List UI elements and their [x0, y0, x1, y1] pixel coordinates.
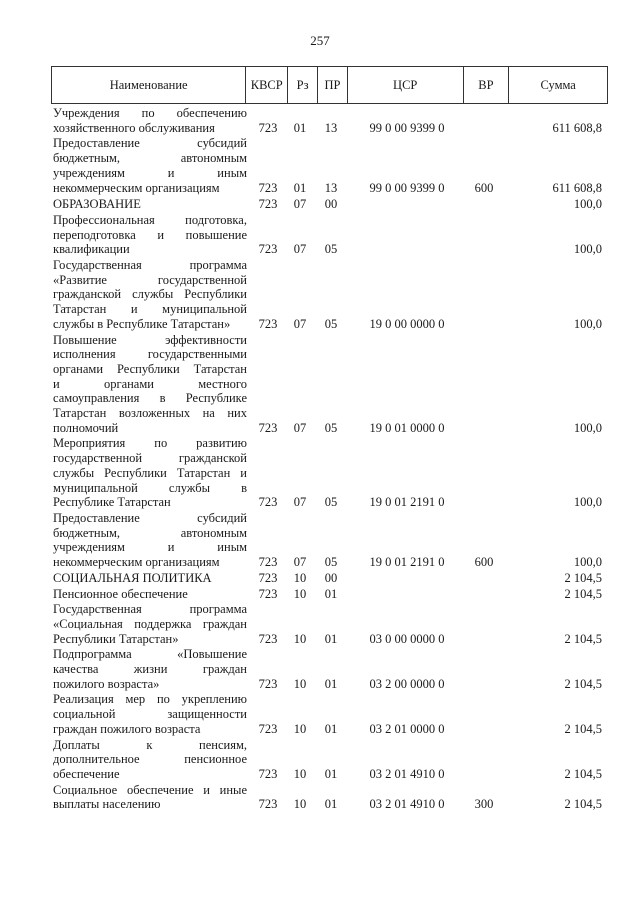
row-csr: 99 0 00 9399 0 — [369, 180, 445, 195]
row-rz: 10 — [293, 570, 307, 585]
row-name-line: некоммерческим организациям — [53, 180, 220, 195]
row-name-line: граждан пожилого возраста — [53, 721, 201, 736]
row-name-line: государственной гражданской — [53, 451, 247, 466]
row-pr: 01 — [324, 631, 338, 646]
page-number: 257 — [310, 33, 330, 48]
row-name — [53, 136, 247, 195]
row-vr: 300 — [474, 797, 494, 812]
table-row — [0, 213, 640, 257]
header-vr: ВР — [463, 67, 509, 103]
row-pr: 05 — [324, 420, 338, 435]
row-name-line: Республики Татарстан» — [53, 631, 179, 646]
row-sum: 2 104,5 — [564, 676, 602, 691]
row-sum: 100,0 — [573, 197, 602, 212]
row-name-line: учреждениям и иным — [53, 540, 247, 555]
row-rz: 07 — [293, 495, 307, 510]
row-pr: 13 — [324, 180, 338, 195]
row-sum: 100,0 — [573, 495, 602, 510]
table-header — [51, 66, 608, 104]
header-pr: ПР — [317, 67, 347, 103]
row-csr: 19 0 01 2191 0 — [369, 555, 445, 570]
table-body — [0, 106, 640, 812]
row-name-line: службы в Республике Татарстан» — [53, 316, 231, 331]
row-csr: 19 0 00 0000 0 — [369, 316, 445, 331]
row-sum: 2 104,5 — [564, 766, 602, 781]
table-row — [0, 783, 640, 812]
header-name: Наименование — [109, 77, 188, 92]
row-rz: 07 — [293, 316, 307, 331]
row-kvsr: 723 — [258, 120, 278, 135]
row-csr: 03 2 01 4910 0 — [369, 797, 445, 812]
row-name-line: квалификации — [53, 242, 130, 257]
row-kvsr: 723 — [258, 721, 278, 736]
header-csr: ЦСР — [347, 67, 463, 103]
row-name-line: качества жизни граждан — [53, 662, 247, 677]
header-rz: Рз — [287, 67, 317, 103]
row-pr: 01 — [324, 676, 338, 691]
row-name-line: Республике Татарстан — [53, 495, 171, 510]
row-name-line: Пенсионное обеспечение — [53, 586, 188, 601]
row-rz: 10 — [293, 586, 307, 601]
row-name-line: Татарстан возложенных на них — [53, 406, 247, 421]
table-row — [0, 571, 640, 586]
row-rz: 01 — [293, 120, 307, 135]
table-row — [0, 692, 640, 736]
table-row — [0, 647, 640, 691]
row-name-line: «Социальная поддержка граждан — [53, 616, 247, 631]
row-pr: 05 — [324, 495, 338, 510]
row-name-line: переподготовка и повышение — [53, 227, 247, 242]
row-rz: 07 — [293, 197, 307, 212]
row-name — [53, 106, 247, 135]
row-pr: 00 — [324, 570, 338, 585]
row-name-line: исполнения государственными — [53, 347, 247, 362]
row-rz: 01 — [293, 180, 307, 195]
table-row — [0, 602, 640, 646]
row-kvsr: 723 — [258, 555, 278, 570]
table-row — [0, 333, 640, 436]
row-name — [53, 692, 247, 736]
row-name — [53, 258, 247, 332]
row-kvsr: 723 — [258, 570, 278, 585]
row-csr: 03 2 00 0000 0 — [369, 676, 445, 691]
row-name — [53, 738, 247, 782]
row-name-line: муниципальной службы в — [53, 480, 247, 495]
row-pr: 01 — [324, 766, 338, 781]
header-sum: Сумма — [508, 67, 607, 103]
row-kvsr: 723 — [258, 180, 278, 195]
row-name-line: Предоставление субсидий — [53, 136, 247, 151]
row-name-line: некоммерческим организациям — [53, 555, 220, 570]
row-pr: 01 — [324, 586, 338, 601]
row-kvsr: 723 — [258, 797, 278, 812]
row-sum: 2 104,5 — [564, 570, 602, 585]
row-name-line: Профессиональная подготовка, — [53, 212, 247, 227]
row-sum: 100,0 — [573, 242, 602, 257]
row-rz: 10 — [293, 631, 307, 646]
row-pr: 00 — [324, 197, 338, 212]
row-sum: 100,0 — [573, 316, 602, 331]
row-kvsr: 723 — [258, 495, 278, 510]
row-name-line: самоуправления в Республике — [53, 391, 247, 406]
row-kvsr: 723 — [258, 316, 278, 331]
row-vr: 600 — [474, 555, 494, 570]
row-name-line: «Развитие государственной — [53, 272, 247, 287]
row-pr: 13 — [324, 120, 338, 135]
row-pr: 01 — [324, 721, 338, 736]
row-csr: 03 2 01 0000 0 — [369, 721, 445, 736]
table-row — [0, 511, 640, 570]
row-pr: 05 — [324, 242, 338, 257]
row-name-line: ОБРАЗОВАНИЕ — [53, 197, 141, 212]
row-name-line: Доплаты к пенсиям, — [53, 737, 247, 752]
row-pr: 05 — [324, 555, 338, 570]
row-name-line: Татарстан и муниципальной — [53, 302, 247, 317]
row-kvsr: 723 — [258, 676, 278, 691]
row-name-line: хозяйственного обслуживания — [53, 120, 215, 135]
row-rz: 10 — [293, 766, 307, 781]
row-kvsr: 723 — [258, 631, 278, 646]
row-rz: 07 — [293, 555, 307, 570]
row-name — [53, 511, 247, 570]
row-name-line: выплаты населению — [53, 797, 161, 812]
row-csr: 03 0 00 0000 0 — [369, 631, 445, 646]
row-kvsr: 723 — [258, 420, 278, 435]
row-name-line: бюджетным, автономным — [53, 151, 247, 166]
row-name-line: службы Республики Татарстан и — [53, 465, 247, 480]
row-name-line: Мероприятия по развитию — [53, 436, 247, 451]
table-row — [0, 258, 640, 332]
row-name-line: Подпрограмма «Повышение — [53, 647, 247, 662]
row-sum: 2 104,5 — [564, 631, 602, 646]
row-rz: 07 — [293, 242, 307, 257]
row-name-line: пожилого возраста» — [53, 676, 160, 691]
row-kvsr: 723 — [258, 197, 278, 212]
row-csr: 03 2 01 4910 0 — [369, 766, 445, 781]
row-name-line: Реализация мер по укреплению — [53, 692, 247, 707]
row-name-line: социальной защищенности — [53, 707, 247, 722]
row-name-line: Государственная программа — [53, 258, 247, 273]
row-sum: 100,0 — [573, 555, 602, 570]
row-sum: 2 104,5 — [564, 797, 602, 812]
row-name-line: и органами местного — [53, 376, 247, 391]
row-pr: 01 — [324, 797, 338, 812]
row-name-line: гражданской службы Республики — [53, 287, 247, 302]
row-sum: 611 608,8 — [552, 120, 602, 135]
row-name-line: Учреждения по обеспечению — [53, 106, 247, 120]
row-csr: 99 0 00 9399 0 — [369, 120, 445, 135]
table-row — [0, 587, 640, 602]
row-kvsr: 723 — [258, 242, 278, 257]
row-rz: 07 — [293, 420, 307, 435]
row-name — [53, 647, 247, 691]
row-name — [53, 197, 247, 212]
row-name — [53, 571, 247, 586]
row-name-line: Предоставление субсидий — [53, 510, 247, 525]
row-name — [53, 602, 247, 646]
row-csr: 19 0 01 0000 0 — [369, 420, 445, 435]
row-sum: 2 104,5 — [564, 586, 602, 601]
row-sum: 611 608,8 — [552, 180, 602, 195]
row-name-line: обеспечение — [53, 766, 120, 781]
row-csr: 19 0 01 2191 0 — [369, 495, 445, 510]
table-row — [0, 106, 640, 135]
row-name — [53, 436, 247, 510]
table-row — [0, 738, 640, 782]
row-name-line: Повышение эффективности — [53, 332, 247, 347]
row-vr: 600 — [474, 180, 494, 195]
row-name — [53, 213, 247, 257]
row-name-line: полномочий — [53, 420, 119, 435]
row-name-line: дополнительное пенсионное — [53, 752, 247, 767]
header-kvsr: КВСР — [245, 67, 287, 103]
row-name-line: СОЦИАЛЬНАЯ ПОЛИТИКА — [53, 570, 212, 585]
row-name — [53, 783, 247, 812]
row-name — [53, 333, 247, 436]
table-row — [0, 136, 640, 195]
row-name — [53, 587, 247, 602]
table-row — [0, 436, 640, 510]
row-name-line: органами Республики Татарстан — [53, 361, 247, 376]
row-name-line: бюджетным, автономным — [53, 525, 247, 540]
row-kvsr: 723 — [258, 586, 278, 601]
row-rz: 10 — [293, 676, 307, 691]
row-rz: 10 — [293, 797, 307, 812]
row-sum: 2 104,5 — [564, 721, 602, 736]
row-kvsr: 723 — [258, 766, 278, 781]
table-row — [0, 197, 640, 212]
row-rz: 10 — [293, 721, 307, 736]
row-name-line: учреждениям и иным — [53, 165, 247, 180]
row-name-line: Государственная программа — [53, 602, 247, 617]
row-sum: 100,0 — [573, 420, 602, 435]
row-name-line: Социальное обеспечение и иные — [53, 782, 247, 797]
row-pr: 05 — [324, 316, 338, 331]
